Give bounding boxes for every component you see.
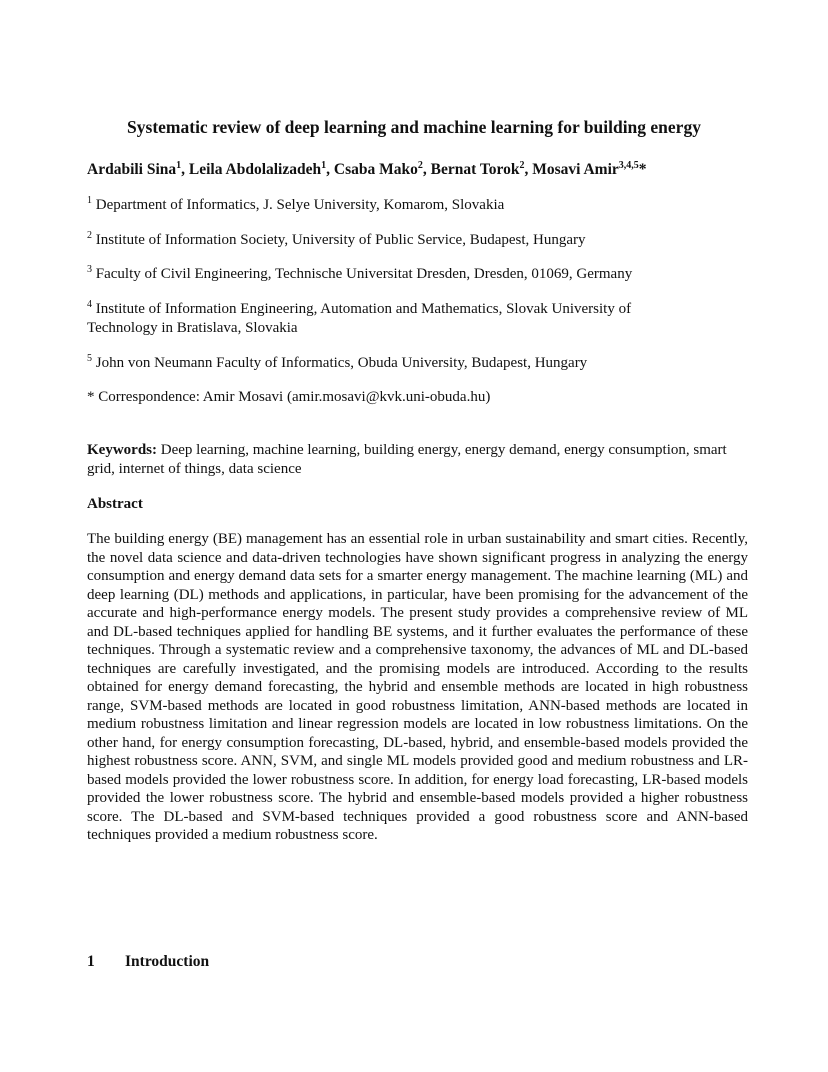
- author-separator: ,: [422, 161, 431, 178]
- abstract-body: The building energy (BE) management has an essential role in urban sustainability and smart cities. Recently, the novel data science and data-driven technologies have shown significant progress in analyzing the energy consumption and energy demand data sets for a smarter energy management. The machine learning (ML) and deep learning (DL) methods and applications, in particular, have been promising for the advancement of the accurate and high-performance energy models. The present study provides a comprehensive review of ML and DL-based techniques applied for handling BE systems, and it further evaluates the performance of these techniques. Through a systematic review and a comprehensive taxonomy, the advances of ML and DL-based techniques are carefully investigated, and the promising models are introduced. According to the results obtained for energy demand forecasting, the hybrid and ensemble methods are located in high robustness range, SVM-based methods are located in good robustness limitation, ANN-based methods are located in medium robustness limitation and linear regression models are located in low robustness limitations. On the other hand, for energy consumption forecasting, DL-based, hybrid, and ensemble-based models provided the highest robustness score. ANN, SVM, and single ML models provided good and medium robustness and LR-based models provided the lower robustness score. In addition, for energy load forecasting, LR-based models provided the lower robustness score. The hybrid and ensemble-based models provided a higher robustness score. The DL-based and SVM-based techniques provided a good robustness score and ANN-based techniques provided a medium robustness score.: [87, 531, 748, 843]
- affiliation-1: [87, 196, 747, 215]
- section-heading: [87, 952, 209, 972]
- author-name: Mosavi Amir: [532, 161, 619, 178]
- author-separator: ,: [181, 161, 189, 178]
- author-name: Ardabili Sina: [87, 161, 177, 178]
- author-name: Csaba Mako: [333, 161, 418, 178]
- corresponding-author-mark: *: [638, 161, 647, 178]
- affiliation-text: Department of Informatics, J. Selye University, Komarom, Slovakia: [95, 197, 505, 213]
- author-affiliation-mark: 1: [321, 160, 327, 171]
- affiliation-text: Faculty of Civil Engineering, Technische Universitat Dresden, Dresden, 01069, Germany: [95, 266, 633, 282]
- affiliation-mark: 2: [87, 230, 92, 241]
- author-separator: ,: [326, 161, 334, 178]
- author-affiliation-mark: 3,4,5: [618, 160, 639, 171]
- abstract-heading: Abstract: [87, 496, 143, 512]
- author-affiliation-mark: 2: [519, 160, 525, 171]
- affiliation-text: Institute of Information Engineering, Automation and Mathematics, Slovak University of Technology in Bratislava, Slovakia: [87, 301, 632, 336]
- author-affiliation-mark: 1: [176, 160, 182, 171]
- affiliation-2: [87, 231, 747, 250]
- affiliation-mark: 4: [87, 299, 92, 310]
- affiliation-5: [87, 354, 747, 373]
- affiliation-mark: 5: [87, 353, 92, 364]
- keywords-label: Keywords:: [87, 442, 157, 458]
- affiliation-text: Institute of Information Society, University of Public Service, Budapest, Hungary: [95, 232, 586, 248]
- affiliation-text: John von Neumann Faculty of Informatics, Obuda University, Budapest, Hungary: [95, 355, 588, 371]
- author-separator: ,: [524, 161, 533, 178]
- affiliation-mark: 3: [87, 264, 92, 275]
- author-name: Bernat Torok: [430, 161, 520, 178]
- keywords-paragraph: [87, 441, 747, 479]
- paper-title: Systematic review of deep learning and machine learning for building energy: [127, 117, 701, 137]
- keywords-text: Deep learning, machine learning, building energy, energy demand, energy consumption, smart grid, internet of things, data science: [87, 442, 727, 477]
- affiliation-4: [87, 300, 687, 338]
- section-number: 1: [87, 953, 95, 970]
- section-title: Introduction: [125, 953, 210, 970]
- author-name: Leila Abdolalizadeh: [188, 161, 322, 178]
- affiliation-3: [87, 265, 747, 284]
- author-affiliation-mark: 2: [417, 160, 423, 171]
- author-list: [87, 160, 647, 180]
- correspondence-note: * Correspondence: Amir Mosavi (amir.mosavi@kvk.uni-obuda.hu): [87, 389, 491, 405]
- affiliation-mark: 1: [87, 195, 92, 206]
